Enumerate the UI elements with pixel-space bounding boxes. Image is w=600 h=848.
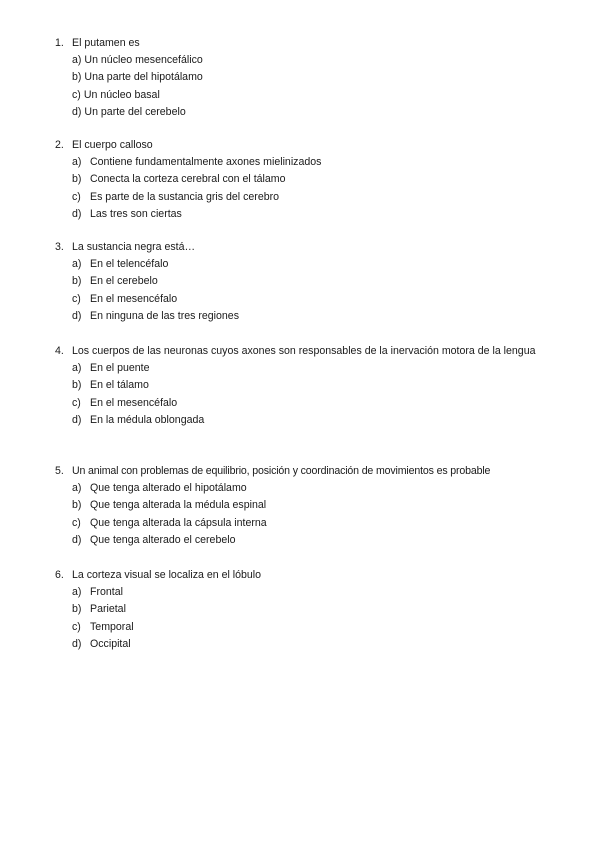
answer-option-c: [55, 515, 565, 532]
option-text: Una parte del hipotálamo: [84, 71, 203, 84]
option-letter: c): [72, 88, 81, 101]
answer-option-d: [55, 532, 565, 549]
option-text: Frontal: [90, 586, 123, 599]
option-text: Un núcleo mesencefálico: [84, 54, 203, 67]
option-letter: a): [72, 362, 82, 375]
option-text: En ninguna de las tres regiones: [90, 309, 240, 322]
answer-option-c: [55, 395, 565, 412]
option-letter: d): [72, 533, 82, 546]
option-text: En el cerebelo: [90, 275, 158, 288]
option-text: Parietal: [90, 603, 126, 616]
answer-option-b: [55, 377, 565, 394]
option-letter: a): [72, 54, 82, 67]
answer-option-d: [55, 412, 565, 429]
option-letter: b): [72, 71, 82, 84]
question-1: [55, 35, 565, 121]
answer-option-c: [55, 189, 565, 206]
option-text: Occipital: [90, 637, 131, 650]
answer-option-c: [55, 291, 565, 308]
option-text: En el telencéfalo: [90, 258, 169, 271]
question-5: [55, 463, 565, 549]
option-letter: d): [72, 637, 82, 650]
option-letter: c): [72, 190, 81, 203]
option-letter: b): [72, 379, 82, 392]
answer-option-b: [55, 601, 565, 618]
question-stem: [55, 137, 565, 154]
answer-option-b: [55, 69, 565, 86]
option-letter: d): [72, 207, 82, 220]
question-2: [55, 137, 565, 223]
question-stem: [55, 343, 565, 360]
answer-option-a: [55, 52, 565, 69]
option-text: Que tenga alterado el hipotálamo: [90, 482, 247, 495]
answer-option-b: [55, 171, 565, 188]
question-4: [55, 343, 565, 429]
option-text: Que tenga alterado el cerebelo: [90, 533, 236, 546]
option-text: Las tres son ciertas: [90, 207, 182, 220]
question-3: [55, 239, 565, 325]
option-text: En el tálamo: [90, 379, 149, 392]
option-letter: c): [72, 292, 81, 305]
answer-option-d: [55, 206, 565, 223]
option-text: Conecta la corteza cerebral con el tálamo: [90, 173, 286, 186]
answer-option-b: [55, 273, 565, 290]
answer-option-a: [55, 480, 565, 497]
question-text: Un animal con problemas de equilibrio, posición y coordinación de movimientos es probable: [72, 465, 491, 477]
question-number: 6.: [55, 569, 64, 581]
question-stem: [55, 463, 565, 480]
option-text: Que tenga alterada la cápsula interna: [90, 516, 267, 529]
question-text: El putamen es: [72, 37, 140, 49]
option-text: Es parte de la sustancia gris del cerebro: [90, 190, 280, 203]
option-letter: c): [72, 396, 81, 409]
option-letter: b): [72, 275, 82, 288]
question-text: La sustancia negra está…: [72, 241, 196, 253]
answer-option-a: [55, 256, 565, 273]
answer-option-c: [55, 87, 565, 104]
question-number: 1.: [55, 37, 64, 49]
option-letter: a): [72, 258, 82, 271]
answer-option-d: [55, 308, 565, 325]
option-text: En el mesencéfalo: [90, 396, 178, 409]
answer-option-a: [55, 584, 565, 601]
option-text: En el mesencéfalo: [90, 292, 178, 305]
question-text: La corteza visual se localiza en el lóbulo: [72, 569, 262, 581]
answer-option-d: [55, 104, 565, 121]
option-text: Temporal: [90, 620, 134, 633]
question-number: 4.: [55, 345, 64, 357]
option-letter: b): [72, 499, 82, 512]
answer-option-c: [55, 619, 565, 636]
question-number: 3.: [55, 241, 64, 253]
option-letter: b): [72, 173, 82, 186]
option-letter: d): [72, 413, 82, 426]
question-stem: [55, 35, 565, 52]
option-text: En la médula oblongada: [90, 413, 205, 426]
option-letter: c): [72, 516, 81, 529]
option-letter: b): [72, 603, 82, 616]
answer-option-a: [55, 154, 565, 171]
question-text: El cuerpo calloso: [72, 139, 153, 151]
question-number: 2.: [55, 139, 64, 151]
option-text: Contiene fundamentalmente axones mielinizados: [90, 156, 322, 169]
answer-option-a: [55, 360, 565, 377]
option-text: En el puente: [90, 362, 150, 375]
option-letter: a): [72, 586, 82, 599]
question-stem: [55, 567, 565, 584]
option-letter: a): [72, 482, 82, 495]
option-text: Un núcleo basal: [83, 88, 160, 101]
answer-option-d: [55, 636, 565, 653]
option-letter: d): [72, 105, 82, 118]
question-text: Los cuerpos de las neuronas cuyos axones son responsables de la inervación motora de la lengua: [72, 345, 536, 357]
option-letter: c): [72, 620, 81, 633]
question-stem: [55, 239, 565, 256]
option-text: Un parte del cerebelo: [84, 105, 186, 118]
answer-option-b: [55, 497, 565, 514]
question-6: [55, 567, 565, 653]
option-text: Que tenga alterada la médula espinal: [90, 499, 267, 512]
question-number: 5.: [55, 465, 64, 477]
option-letter: a): [72, 156, 82, 169]
option-letter: d): [72, 309, 82, 322]
